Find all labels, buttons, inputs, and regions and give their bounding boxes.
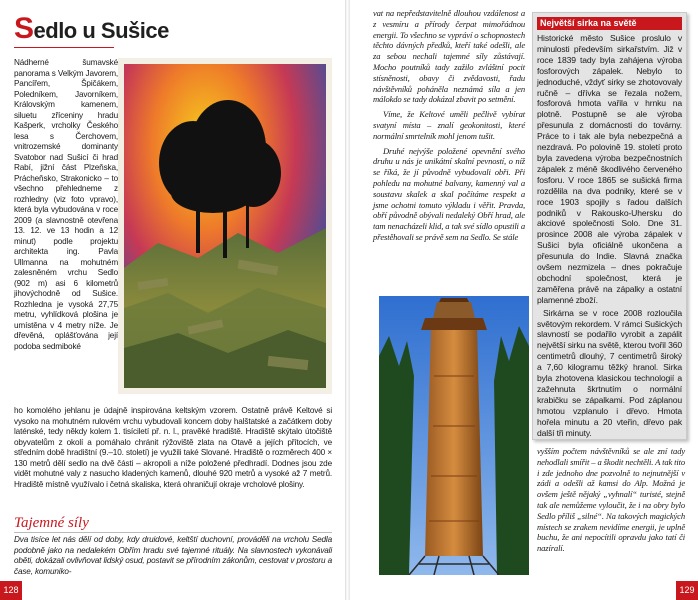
watercolor-painting — [118, 58, 332, 394]
paragraph-giants: Druhé nejvýše položené opevnění svého druhu u nás je unikátní skalní pevností, o níž se říká, že jí původně vybudovali obři. Při pohledu na mohutné balvany, kamenný val a soustavu skalek a skal počítáme respekt a jsme ochotni tomuto výkladu i věřit. Pravda, obří původně obývali nedaleký Obří hrad, ale tam nenacházeli klid, a tak své sídlo opustili a přestěhovali se právě sem na Sedlo. Se stále — [373, 145, 525, 242]
right-column-2 — [537, 446, 685, 554]
paragraph-ending: vyšším počtem návštěvníků se ale zní tady nehodlali smířit – a škodit nechtěli. A tak tito i zde jednoho dne pozvolně to nejnutnější v zádi a odešli až kamsi do Alp. Možná je ovšem ještě nějaký „vyhnalí“ turisté, stejně tak ale nemůžeme vyloučit, že i na obry bylo Sedlo příliš „silné“. Na takových magických místech se zrakem nevidíme energii, je uplně buchu, že ani nepocítili opravdu jako tatí či nazíralí. — [537, 446, 685, 554]
article-title — [14, 12, 169, 46]
lead-paragraph: Nádherné šumavské panorama s Velkým Javorem, Pancířem, Špičákem, Poledníkem, Javorníkem, Královským kamenem, siluetu zříceniny hradu Kašperk, vrcholky Českého lesa s Čerchovem, vnitrozemské dominanty Svatobor nad Sušicí či hrad Rabí, jižní část Plzeňska, Prácheňsko, Strakonicko – to všechno přehledneme z rozhledny (viz foto vpravo), která byla vybudována v roce 2009 (a slavnostně otevřena 13. 12. ve 13 hodin a 12 minut) podle projektu architekta ing. Pavla Ullmanna na mohutném zalesněném vrchu Sedlo (902 m) asi 6 kilometrů jihovýchodně od Sušice. Rozhledna je vysoká 27,75 metru, vyhlídková plošina je umístěna v 4 metry níže. Je dřevěná, oplášťována její podoba sedmiboké — [14, 58, 118, 351]
sidebar-body — [537, 33, 682, 439]
left-page — [0, 0, 345, 600]
sidebar-box — [532, 12, 687, 440]
title-text: edlo u Sušice — [33, 18, 169, 43]
right-column-1 — [373, 8, 525, 243]
paragraph-continuation: vat na nepředstavitelně dlouhou vzdálenost a z vesmíru a přírody čerpat mimořádnou energii. To všechno se vypráví o schopnostech těchto dávných předků, kteří také odešli, ale za sebou nechali tajemné síly zůstávají. Mocho poutníků tady zažilo zvláštní pocit stísněnosti, obavy či zvědavosti, řadu návštěvníků poháněla neznámá síla a jen málokdo se tady dokázal zbavit po setmění. — [373, 8, 525, 105]
title-underline — [14, 47, 114, 48]
paragraph-kelts: Víme, že Keltové uměli pečlivě vybírat svatyní místa – znalí geokonitosti, které normální smrtelník mohl jenom tušit. — [373, 109, 525, 141]
sidebar-heading: Největší sirka na světě — [537, 17, 682, 30]
right-page — [350, 0, 698, 600]
section-heading: Tajemné síly — [14, 515, 89, 531]
page-number-right: 129 — [676, 581, 698, 600]
sidebar-paragraph-1: Historické město Sušice proslulo v minulosti především sirkařstvím. Již v roce 1839 tady byla zahájena výroba fosforových zápalek. Nebylo to jednoduché, vždyť sirky se zhotovovaly ručně – dřívka se řezala nožem, fosforová hmota vařila v hrnku na plotně. Postupně se ale výroba přesunula z domácnosti do továrny. Práce to i tak ale byla nebezpečná a nezdravá. Po polovině 19. století proto byla zavedena výroba bezpečnostních zápalek z méně škodlivého červeného fosforu. V roce 1865 se sušická firma rozdělila na dva podniky, které se v roce 1903 spojily s řadou dalších podniků v Rakousko-Uhersku do akciové společnosti Solo. Dne 31. prosince 2008 ale výroba zápalek v Sušici byla oficiálně ukončena a přesunula do Indie. Slavná značka ovšem nezmizela – dnes pokračuje obchodní společnost, která je zaměřena právě na zápalky a ostatní plamenné zboží. — [537, 33, 682, 305]
title-initial: S — [14, 12, 34, 45]
sidebar-paragraph-2: Sirkárna se v roce 2008 rozloučila světovým rekordem. V rámci Sušických slavností se podařilo vyrobit a zapálit největší sirku na světě, kterou tvořil 360 centimetrů dlouhý, 7 centimetrů široký a 7,60 kilogramu těžký hranol. Sirka byla zhotovena klasickou technologií a zažehnuta škrtnutím o normální krabičku se zápalkami. Pod záplanou hmotou vzplanulo i dřevo. Hmota hořela minutu a 20 vteřin, dřevo pak další tři minuty. — [537, 307, 682, 438]
section-heading-rule — [14, 532, 332, 533]
myth-paragraph: Dva tisíce let nás dělí od doby, kdy druidové, keltští duchovní, prováděli na vrcholu Sedla podobně jako na nedalekém Obřím hradu své tajemné rituály. Na slavnostech vykonávali oběti, dokázali ovlivňovat lidský osud, postavit se přírodním zákonům, cestovat v prostoru a čase, komuniko- — [14, 535, 332, 576]
full-width-paragraph: ho komolého jehlanu je údajně inspirována keltským vzorem. Ostatně právě Keltové si vysoko na mohutném rulovém vrchu vybudovali koncem doby halštatské a začátkem doby laténské, tedy někdy kolem 1. tisíciletí př. n. l., pravěké hradiště. Hradiště skýtalo útočiště obyvatelům z okolí a pomáhalo chránit rýžoviště zlata na Otavě a jejích přítocích, ve středním době hradištní (9.–10. století) je využili také Slované. Hradiště o rozměrech 400 × 130 metrů dělí sedlo na dvě části – akropoli a níže položené předhradí. Dodnes jsou zde vidět mohutné valy z nasucho kladených kamenů, dlouhé 920 metrů a vysoké až 7 metrů. Hradiště místně využívalo i četná skaliska, která ohraničují okraje vrcholové plošiny. — [14, 406, 332, 489]
lookout-tower-photo — [379, 296, 529, 575]
page-number-left: 128 — [0, 581, 22, 600]
